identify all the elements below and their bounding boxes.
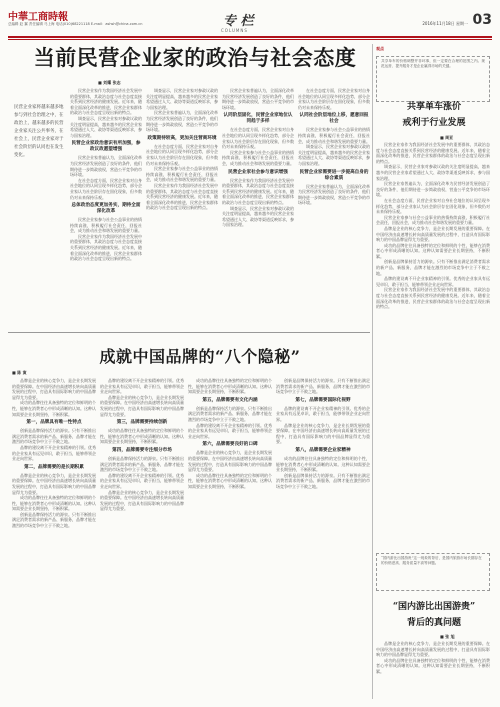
subhead: 第一，品牌具有唯一性特点 (26, 420, 82, 426)
paragraph: 品牌是企业的核心竞争力，是企业长期发展的重要保障。在中国经济由高速增长转向高质量发展的过程中，打造具有国际影响力的中国品牌显得尤为重要。 (12, 378, 96, 400)
paragraph: 民营企业家作为我国经济社会发展中的重要群体，其政治态度与社会态度直接关系到民营经济的健康发展。近年来，随着全面深化改革的推进，民营企业家群体的政治与社会态度呈现出新的特点。 (70, 233, 142, 262)
article2-column-2 (100, 378, 184, 698)
subhead: 第四，品牌需要专注细分市场 (112, 447, 172, 453)
paragraph: 品牌的建设离不开企业家精神的引领。优秀的企业家具有远见卓识，敢于担当，能够带领企业走向世界。 (188, 422, 272, 439)
paragraph: 创新是品牌保持活力的源泉。只有不断推出满足消费者需求的新产品、新服务，品牌才能在激烈的市场竞争中立于不败之地。 (188, 405, 272, 422)
paragraph: 成功的品牌往往具备独特的定位和鲜明的个性，能够在消费者心中形成清晰的认知。这种认知需要企业长期坚持，不断积累。 (376, 657, 490, 674)
paragraph: 在社会态度方面，民营企业家对自身社会地位的认同呈现多样化趋势，部分企业家认为社会阶层存在固化现象，但多数仍对未来保持乐观。 (376, 197, 490, 215)
sidebar-note-box (376, 56, 490, 102)
paragraph: 创新是品牌保持活力的源泉。只有不断推出满足消费者需求的新产品、新服务，品牌才能在激烈的市场竞争中立于不败之地。 (376, 259, 490, 276)
subhead: 民营企业家社会参与意识增强 (228, 169, 288, 175)
section-title: 专 栏 (223, 14, 254, 29)
paragraph: 民营企业家参与社会公益事业的热情持续高涨，积极履行社会责任，回报社会，成为推动社会和谐发展的重要力量。 (222, 149, 294, 166)
paragraph: 民营企业家作为我国经济社会发展中的重要群体，其政治态度与社会态度直接关系到民营经济的健康发展。近年来，随着全面深化改革的推进，民营企业家群体的政治与社会态度呈现出新的特点。 (222, 177, 294, 205)
paragraph: 调查显示，民营企业家对参政议政的关注度明显提高，越来越多的民营企业家希望通过人大、政协等渠道反映诉求，参与国家治理。 (222, 205, 294, 228)
paragraph: 民营企业家参与社会公益事业的热情持续高涨，积极履行社会责任，回报社会，成为推动社会和谐发展的重要力量。 (298, 127, 370, 144)
subhead: 第七，品牌需要国际化视野 (295, 397, 351, 403)
paragraph: 创新是品牌保持活力的源泉。只有不断推出满足消费者需求的新产品、新服务，品牌才能在激烈的市场竞争中立于不败之地。 (276, 378, 370, 395)
paragraph: 创新是品牌保持活力的源泉。只有不断推出满足消费者需求的新产品、新服务，品牌才能在激烈的市场竞争中立于不败之地。 (12, 428, 96, 445)
masthead: 中華工商時報 (8, 12, 68, 23)
paragraph: 创新是品牌保持活力的源泉。只有不断推出满足消费者需求的新产品、新服务，品牌才能在激烈的市场竞争中立于不败之地。 (12, 511, 96, 529)
sidebar-title-line2: 戒利于行业发展 (402, 118, 466, 128)
paragraph: 成功的品牌往往具备独特的定位和鲜明的个性，能够在消费者心中形成清晰的认知。这种认知需要企业长期坚持，不断积累。 (376, 242, 490, 259)
paragraph: 品牌是企业的核心竞争力，是企业长期发展的重要保障。在中国经济由高速增长转向高质量发展的过程中，打造具有国际影响力的中国品牌显得尤为重要。 (376, 641, 490, 658)
article1-column-1 (70, 88, 142, 326)
paragraph: 在社会态度方面，民营企业家对自身社会地位的认同呈现多样化趋势，部分企业家认为社会阶层存在固化现象，但多数仍对未来保持乐观。 (298, 88, 370, 110)
paragraph: 成功的品牌往往具备独特的定位和鲜明的个性，能够在消费者心中形成清晰的认知。这种认知需要企业长期坚持，不断积累。 (12, 495, 96, 512)
sidebar-title-2-line2: 背后的真问题 (406, 618, 461, 628)
subhead: 第八，品牌需要企业家精神 (295, 447, 351, 453)
subhead: 第六，品牌需要良好的口碑 (202, 442, 258, 448)
paragraph: 民营企业家作为我国经济社会发展中的重要群体，其政治态度与社会态度直接关系到民营经济的健康发展。近年来，随着全面深化改革的推进，民营企业家群体的政治与社会态度呈现出新的特点。 (146, 182, 218, 211)
paragraph: 成功的品牌往往具备独特的定位和鲜明的个性，能够在消费者心中形成清晰的认知。这种认知需要企业长期坚持，不断积累。 (276, 455, 370, 473)
sidebar-title (376, 99, 492, 131)
paragraph: 创新是品牌保持活力的源泉。只有不断推出满足消费者需求的新产品、新服务，品牌才能在激烈的市场竞争中立于不败之地。 (100, 455, 184, 473)
paragraph: 民营企业家参与社会公益事业的热情持续高涨，积极履行社会责任，回报社会，成为推动社会和谐发展的重要力量。 (146, 166, 218, 183)
sidebar-body (376, 142, 490, 546)
subhead: 政策期待较高，更加关注营商环境 (147, 135, 217, 141)
article1-column-2 (146, 88, 218, 326)
paragraph: 调查显示，民营企业家对参政议政的关注度明显提高，越来越多的民营企业家希望通过人大、政协等渠道反映诉求，参与国家治理。 (376, 164, 490, 181)
paragraph: 在社会态度方面，民营企业家对自身社会地位的认同呈现多样化趋势，部分企业家认为社会阶层存在固化现象，但多数仍对未来保持乐观。 (146, 143, 218, 166)
sidebar-tag: 观点 (376, 46, 384, 51)
paragraph: 成功的品牌往往具备独特的定位和鲜明的个性，能够在消费者心中形成清晰的认知。这种认知需要企业长期坚持，不断积累。 (188, 378, 272, 395)
article1-byline: ■ 刘耀 张志 (98, 80, 121, 85)
paragraph: 民营企业家普遍认为，全面深化改革为民营经济发展创造了良好的条件，他们期待进一步简政放权，营造公平竞争的市场环境。 (146, 110, 218, 133)
sidebar-body-2 (376, 641, 490, 699)
sidebar-byline-2: ■ 张 旭 (440, 634, 455, 639)
paragraph: 民营企业家作为我国经济社会发展中的重要群体，其政治态度与社会态度直接关系到民营经济的健康发展。近年来，随着全面深化改革的推进，民营企业家群体的政治与社会态度呈现出新的特点。 (70, 88, 142, 116)
page-number: 03 (472, 12, 492, 28)
paragraph: 成功的品牌往往具备独特的定位和鲜明的个性，能够在消费者心中形成清晰的认知。这种认知需要企业长期坚持，不断积累。 (100, 428, 184, 445)
paragraph: 调查显示，民营企业家对参政议政的关注度明显提高，越来越多的民营企业家希望通过人大、政协等渠道反映诉求，参与国家治理。 (70, 115, 142, 138)
paragraph: 调查显示，民营企业家对参政议政的关注度明显提高，越来越多的民营企业家希望通过人大、政协等渠道反映诉求，参与国家治理。 (298, 144, 370, 166)
paragraph: 品牌的建设离不开企业家精神的引领。优秀的企业家具有远见卓识，敢于担当，能够带领企业走向世界。 (12, 444, 96, 462)
paragraph: 在社会态度方面，民营企业家对自身社会地位的认同呈现多样化趋势，部分企业家认为社会阶层存在固化现象，但多数仍对未来保持乐观。 (222, 127, 294, 150)
subhead: 第五，品牌需要有文化内涵 (202, 397, 258, 403)
issue-date: 2016年11月18日 星期一 (422, 21, 468, 26)
header-rule-thin (8, 39, 492, 40)
paragraph: 品牌是企业的核心竞争力，是企业长期发展的重要保障。在中国经济由高速增长转向高质量发展的过程中，打造具有国际影响力的中国品牌显得尤为重要。 (100, 394, 184, 417)
article2-byline: ■ 陈 寅 (12, 370, 27, 375)
sidebar-title-2-line1: “国内游比出国游贵” (392, 602, 476, 612)
paragraph: 民营企业家参与社会公益事业的热情持续高涨，积极履行社会责任，回报社会，成为推动社会和谐发展的重要力量。 (376, 214, 490, 226)
sidebar-note: 共享单车的价格调整并非坏事，但一定要在合理的范围之内。规范运营、提升服务才是企业赢得市场的关键。 (381, 59, 485, 68)
subhead: 第三，品牌需要持续创新 (116, 420, 168, 426)
sidebar-title-2 (376, 599, 492, 631)
paragraph: 创新是品牌保持活力的源泉。只有不断推出满足消费者需求的新产品、新服务，品牌才能在激烈的市场竞争中立于不败之地。 (276, 472, 370, 489)
subhead: 总体政治态度更加务实，期待全面深化改革 (71, 203, 141, 215)
paragraph: 民营企业家普遍认为，全面深化改革为民营经济发展创造了良好的条件，他们期待进一步简政放权，营造公平竞争的市场环境。 (298, 183, 370, 206)
paragraph: 民营企业家参与社会公益事业的热情持续高涨，积极履行社会责任，回报社会，成为推动社会和谐发展的重要力量。 (70, 217, 142, 234)
article1-column-4 (298, 88, 370, 326)
article1-column-3 (222, 88, 294, 326)
page-header (8, 8, 492, 36)
paragraph: 品牌是企业的核心竞争力，是企业长期发展的重要保障。在中国经济由高速增长转向高质量发展的过程中，打造具有国际影响力的中国品牌显得尤为重要。 (276, 422, 370, 445)
article1-pull-quote: 民营企业家将越来越多地参与到社会治理之中，在政治上，越来越多的民营企业家关注公共事务，在社会上，民营企业家对于社会阶层的认同也在发生变化。 (14, 105, 64, 158)
sidebar-quote: “国内游比出国游贵”这一现象的背后，是国内旅游市场长期存在的价格虚高、服务质量不高等问题。 (381, 556, 482, 565)
column-divider (372, 44, 373, 699)
subhead: 民营企业家需要进一步提高自身的综合素质 (299, 169, 369, 181)
article1-title: 当前民营企业家的政治与社会态度 (33, 45, 357, 70)
article2-column-4 (276, 378, 370, 698)
paragraph: 品牌的建设离不开企业家精神的引领。优秀的企业家具有远见卓识，敢于担当，能够带领企业走向世界。 (276, 405, 370, 422)
paragraph: 民营企业家普遍认为，全面深化改革为民营经济发展创造了良好的条件，他们期待进一步简政放权，营造公平竞争的市场环境。 (376, 181, 490, 198)
section-divider (8, 332, 370, 333)
paragraph: 品牌的建设离不开企业家精神的引领。优秀的企业家具有远见卓识，敢于担当，能够带领企业走向世界。 (100, 472, 184, 489)
subhead: 民营企业家政治意识有所加强，参政议政愿望增强 (71, 141, 141, 153)
paragraph: 品牌是企业的核心竞争力，是企业长期发展的重要保障。在中国经济由高速增长转向高质量发展的过程中，打造具有国际影响力的中国品牌显得尤为重要。 (12, 472, 96, 495)
header-rule (8, 36, 492, 38)
subhead: 第二，品牌需要的是长期积累 (24, 464, 84, 470)
article2-column-3 (188, 378, 272, 698)
paragraph: 民营企业家普遍认为，全面深化改革为民营经济发展创造了良好的条件，他们期待进一步简政放权，营造公平竞争的市场环境。 (70, 155, 142, 178)
paragraph: 成功的品牌往往具备独特的定位和鲜明的个性，能够在消费者心中形成清晰的认知。这种认知需要企业长期坚持，不断积累。 (188, 472, 272, 489)
paragraph: 品牌是企业的核心竞争力，是企业长期发展的重要保障。在中国经济由高速增长转向高质量发展的过程中，打造具有国际影响力的中国品牌显得尤为重要。 (100, 489, 184, 512)
paragraph: 品牌是企业的核心竞争力，是企业长期发展的重要保障。在中国经济由高速增长转向高质量发展的过程中，打造具有国际影响力的中国品牌显得尤为重要。 (188, 450, 272, 473)
paragraph: 民营企业家普遍认为，全面深化改革为民营经济发展创造了良好的条件，他们期待进一步简政放权，营造公平竞争的市场环境。 (222, 88, 294, 110)
paragraph: 品牌的建设离不开企业家精神的引领。优秀的企业家具有远见卓识，敢于担当，能够带领企业走向世界。 (376, 276, 490, 287)
article2-column-1 (12, 378, 96, 698)
sidebar-byline: ■ 周亚 (440, 135, 454, 140)
paragraph: 民营企业家作为我国经济社会发展中的重要群体，其政治态度与社会态度直接关系到民营经济的健康发展。近年来，随着全面深化改革的推进，民营企业家群体的政治与社会态度呈现出新的特点。 (376, 287, 490, 310)
paragraph: 品牌的建设离不开企业家精神的引领。优秀的企业家具有远见卓识，敢于担当，能够带领企业走向世界。 (100, 378, 184, 395)
paragraph: 成功的品牌往往具备独特的定位和鲜明的个性，能够在消费者心中形成清晰的认知。这种认知需要企业长期坚持，不断积累。 (12, 400, 96, 417)
subhead: 认同阶层固化，民营企业家地位认同趋于多样 (223, 113, 293, 125)
article2-title: 成就中国品牌的“八个隐秘” (99, 347, 301, 366)
section-title-en: COLUMNS (221, 28, 248, 33)
sidebar-title-line1: 共享单车涨价 (406, 102, 461, 112)
paragraph: 品牌是企业的核心竞争力，是企业长期发展的重要保障。在中国经济由高速增长转向高质量发展的过程中，打造具有国际影响力的中国品牌显得尤为重要。 (376, 225, 490, 243)
paragraph: 民营企业家作为我国经济社会发展中的重要群体，其政治态度与社会态度直接关系到民营经济的健康发展。近年来，随着全面深化改革的推进，民营企业家群体的政治与社会态度呈现出新的特点。 (376, 142, 490, 164)
paragraph: 调查显示，民营企业家对参政议政的关注度明显提高，越来越多的民营企业家希望通过人大、政协等渠道反映诉求，参与国家治理。 (146, 88, 218, 110)
masthead-subline: 总编辑 赵 翼 责任编辑 马上海 电话(010)68221118 E-mail：ashsh@china.com.cn (8, 22, 143, 26)
paragraph: 在社会态度方面，民营企业家对自身社会地位的认同呈现多样化趋势，部分企业家认为社会阶层存在固化现象，但多数仍对未来保持乐观。 (70, 177, 142, 200)
subhead: 认同社会阶层地位上移，愿意回报社会 (299, 113, 369, 125)
sidebar-quote-box (376, 553, 490, 591)
